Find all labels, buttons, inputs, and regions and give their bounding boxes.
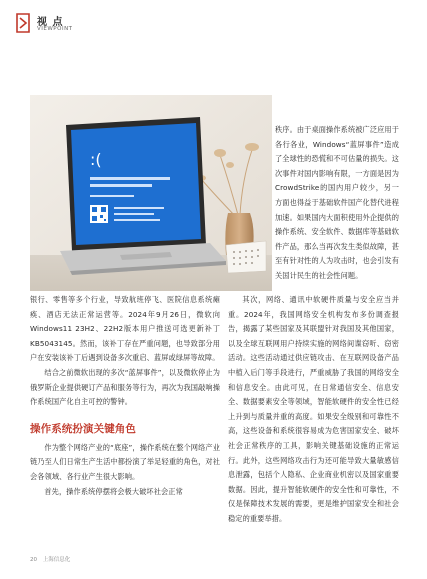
page-number: 20 xyxy=(30,557,37,563)
article-column-right-top xyxy=(275,123,399,284)
article-paragraph: 首先，操作系统停摆将会极大破坏社会正常 xyxy=(44,486,183,496)
viewpoint-logo-icon xyxy=(14,12,32,34)
article-paragraph: 其次，网络、通讯中软硬件质量与安全应当并重。2024年，我国网络安全机构发布多份调查报告，揭露了某些国家及其联盟针对我国及其他国家，以及全球互联网用户持续实施的网络间谍窃听、窃密活动。这些活动通过供应链攻击、在互联网设备产品中植入后门等手段进行，严重威胁了我国的网络安全和信息安全。由此可见，在日常通信安全、信息安全、数据要素安全等领域，智能软硬件的安全性已经上升到与质量并重的高度。如果安全级别和可靠性不高，这些设备和系统很容易成为危害国家安全、破坏社会正常秩序的工具，影响关键基础设施的正常运行。此外，这些网络攻击行为还可能导致大量敏感信息泄露，包括个人隐私、企业商业机密以及国家重要数据。因此，提升智能软硬件的安全性和可靠性，不仅是保障技术发展的需要，更是维护国家安全和社会稳定的重要举措。 xyxy=(228,295,399,523)
article-paragraph: 结合之前微软出现的多次“蓝屏事件”，以及微软停止为俄罗斯企业提供硬订产品和服务等行为，再次为我国敲响操作系统国产化自主可控的警钟。 xyxy=(30,367,220,407)
section-subtitle: VIEWPOINT xyxy=(37,26,73,32)
bsod-frown-face: :( xyxy=(90,150,102,169)
article-column-right xyxy=(228,293,399,527)
page-footer xyxy=(30,555,74,563)
article-column-left xyxy=(30,293,220,499)
article-paragraph: 作为整个网络产业的“底座”，操作系统在整个网络产业链乃至人们日常生产生活中都扮演了举足轻重的角色，对社会各领域、各行业产生很大影响。 xyxy=(30,442,220,481)
section-title-viewpoint: 视 点 xyxy=(37,17,64,28)
article-photo xyxy=(30,95,272,291)
publication-name: 上海信息化 xyxy=(42,557,71,563)
page-header xyxy=(14,12,214,40)
section-heading: 操作系统扮演关键角色 xyxy=(30,422,136,435)
laptop-bsod-illustration xyxy=(30,95,272,291)
article-paragraph: 秩序。由于桌面操作系统被广泛应用于各行各业，Windows“蓝屏事件”造成了全球性的恐慌和不可估量的损失。这次事件对国内影响有限，一方面是因为CrowdStrike的国内用户较少，另一方面也得益于基础软件国产化替代进程加速。如果国内大面积使用外企提供的操作系统、安全软件、数据库等基础软件产品，那么当再次发生类似故障，甚至有针对性的人为攻击时，也会引发有关国计民生的社会性问题。 xyxy=(275,125,399,280)
article-paragraph: 银行、零售等多个行业，导致航班停飞、医院信息系统瘫痪、酒店无法正常运营等。2024年9月26日，微软向Windows11 23H2、22H2版本用户推送可选更新补丁KB5043145。然而，该补丁存在严重问题，也导致部分用户在安装该补丁后遇到设备多次重启、蓝屏或绿屏等故障。 xyxy=(30,295,220,363)
